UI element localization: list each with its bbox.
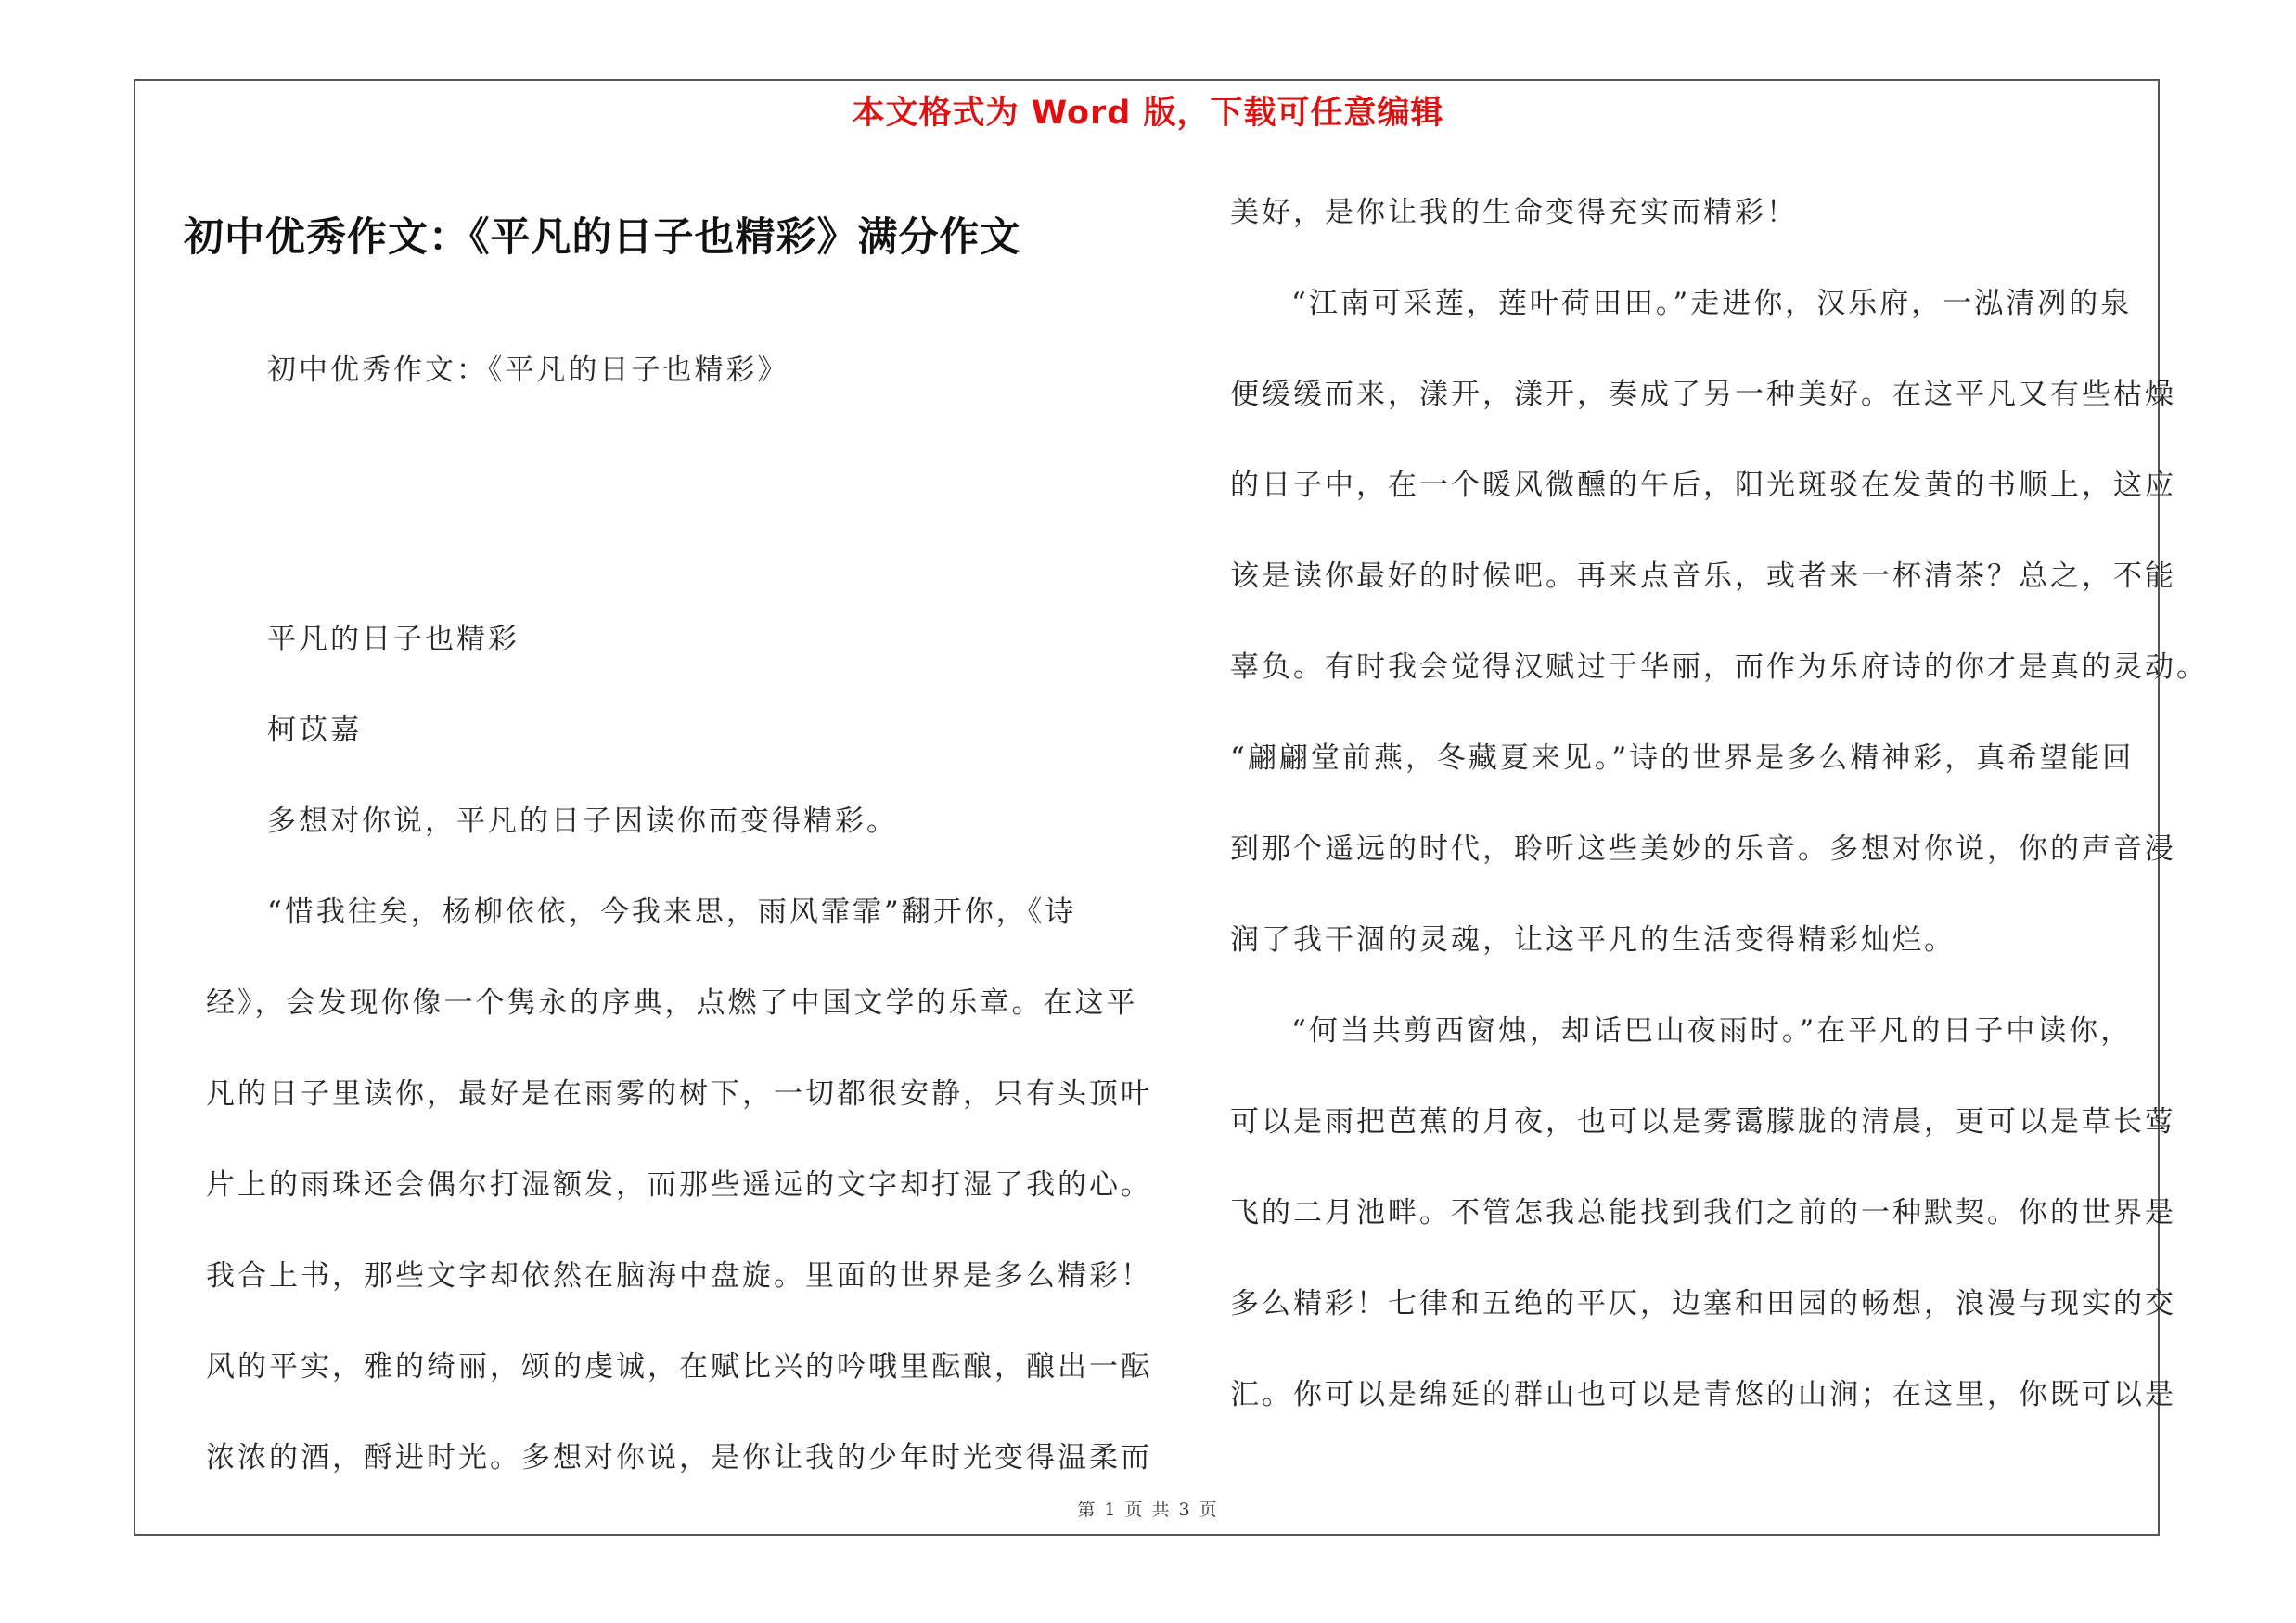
paragraph-line: 汇。你可以是绵延的群山也可以是青悠的山涧；在这里，你既可以是 [1230, 1378, 2176, 1411]
paragraph-line: 辜负。有时我会觉得汉赋过于华丽，而作为乐府诗的你才是真的灵动。 [1230, 650, 2208, 684]
paragraph-line: 的日子中，在一个暖风微醺的午后，阳光斑驳在发黄的书顺上，这应 [1230, 469, 2176, 502]
format-banner: 本文格式为 Word 版，下载可任意编辑 [852, 95, 1444, 132]
paragraph-line: 多想对你说，平凡的日子因读你而变得精彩。 [267, 805, 898, 838]
paragraph-line: 凡的日子里读你，最好是在雨雾的树下，一切都很安静，只有头顶叶 [206, 1077, 1152, 1111]
essay-title: 平凡的日子也精彩 [267, 623, 519, 656]
paragraph-line: “惜我往矣，杨柳依依，今我来思，雨风霏霏”翻开你，《诗 [267, 895, 1077, 929]
paragraph-line: 可以是雨把芭蕉的月夜，也可以是雾霭朦胧的清晨，更可以是草长莺 [1230, 1105, 2176, 1139]
paragraph-line: “江南可采莲，莲叶荷田田。”走进你，汉乐府，一泓清冽的泉 [1291, 287, 2133, 320]
author: 柯苡嘉 [267, 714, 362, 747]
paragraph-line: 到那个遥远的时代，聆听这些美妙的乐音。多想对你说，你的声音浸 [1230, 832, 2176, 866]
paragraph-line: 多么精彩！七律和五绝的平仄，边塞和田园的畅想，浪漫与现实的交 [1230, 1287, 2176, 1320]
page-number-footer: 第 1 页 共 3 页 [1077, 1500, 1219, 1520]
document-title: 初中优秀作文：《平凡的日子也精彩》满分作文 [184, 214, 1021, 261]
paragraph-line: 飞的二月池畔。不管怎我总能找到我们之前的一种默契。你的世界是 [1230, 1196, 2176, 1230]
paragraph-line: 润了我干涸的灵魂，让这平凡的生活变得精彩灿烂。 [1230, 923, 1956, 957]
paragraph-line: 我合上书，那些文字却依然在脑海中盘旋。里面的世界是多么精彩！ [206, 1259, 1152, 1293]
paragraph-line: 美好，是你让我的生命变得充实而精彩！ [1230, 196, 1798, 229]
paragraph-line: 该是读你最好的时候吧。再来点音乐，或者来一杯清茶？总之，不能 [1230, 560, 2176, 593]
paragraph-line: 风的平实，雅的绮丽，颂的虔诚，在赋比兴的吟哦里酝酿，酿出一酝 [206, 1350, 1152, 1384]
subtitle: 初中优秀作文：《平凡的日子也精彩》 [267, 354, 789, 387]
paragraph-line: 浓浓的酒，酹进时光。多想对你说，是你让我的少年时光变得温柔而 [206, 1441, 1152, 1475]
paragraph-line: 经》，会发现你像一个隽永的序典，点燃了中国文学的乐章。在这平 [206, 986, 1138, 1020]
paragraph-line: 片上的雨珠还会偶尔打湿额发，而那些遥远的文字却打湿了我的心。 [206, 1168, 1152, 1202]
paragraph-line: 便缓缓而来，漾开，漾开，奏成了另一种美好。在这平凡又有些枯燥 [1230, 378, 2176, 411]
paragraph-line: “翩翩堂前燕，冬藏夏来见。”诗的世界是多么精神彩，真希望能回 [1230, 741, 2135, 775]
paragraph-line: “何当共剪西窗烛，却话巴山夜雨时。”在平凡的日子中读你， [1291, 1014, 2133, 1048]
